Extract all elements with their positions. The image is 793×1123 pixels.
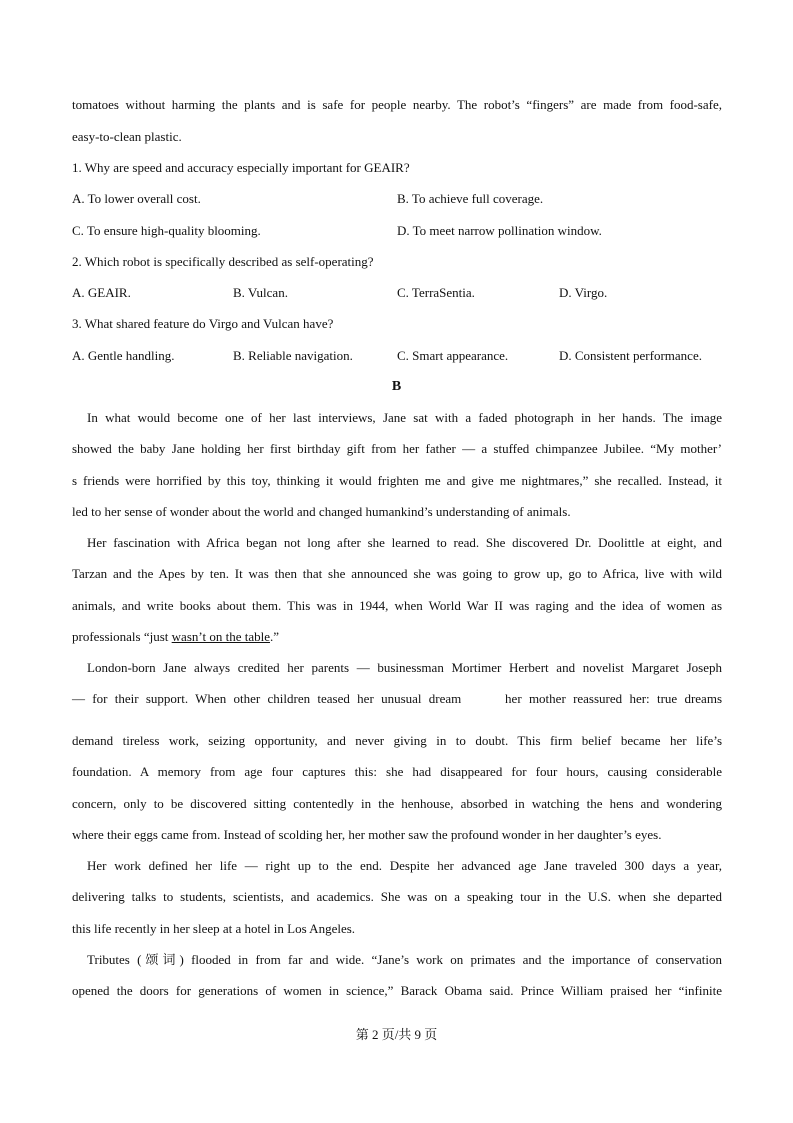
question-1-stem: 1. Why are speed and accuracy especially important for GEAIR? xyxy=(72,160,410,175)
question-1-option-a: A. To lower overall cost. xyxy=(72,191,201,206)
paragraph-5-line: opened the doors for generations of women in science,” Barack Obama said. Prince William praised her “infinite xyxy=(72,983,722,998)
question-1-option-c: C. To ensure high-quality blooming. xyxy=(72,223,261,238)
question-1-option-b: B. To achieve full coverage. xyxy=(397,191,544,206)
paragraph-2-line: Tarzan and the Apes by ten. It was then that she announced she was going to grow up, go to Africa, live with wild xyxy=(72,566,722,581)
paragraph-1-line: led to her sense of wonder about the world and changed humankind’s understanding of animals. xyxy=(72,504,571,519)
paragraph-4-line: delivering talks to students, scientists, and academics. She was on a speaking tour in the U.S. when she departed xyxy=(72,889,722,904)
question-2-option-c: C. TerraSentia. xyxy=(397,285,475,300)
question-3-option-d: D. Consistent performance. xyxy=(559,348,702,363)
paragraph-1-line: s friends were horrified by this toy, thinking it would frighten me and give me nightmares,” she recalled. Instead, it xyxy=(72,473,722,488)
page-number-footer: 第 2 页/共 9 页 xyxy=(355,1027,438,1042)
paragraph-3-line: foundation. A memory from age four captures this: she had disappeared for four hours, causing considerable xyxy=(72,764,722,779)
question-3-option-c: C. Smart appearance. xyxy=(397,348,509,363)
paragraph-1-line: In what would become one of her last interviews, Jane sat with a faded photograph in her hands. The image xyxy=(87,410,722,425)
question-1-option-d: D. To meet narrow pollination window. xyxy=(397,223,602,238)
paragraph-3-line: concern, only to be discovered sitting contentedly in the henhouse, absorbed in watching the hens and wondering xyxy=(72,796,722,811)
paragraph-2-line: Her fascination with Africa began not long after she learned to read. She discovered Dr. Doolittle at eight, and xyxy=(87,535,722,550)
question-2-option-b: B. Vulcan. xyxy=(233,285,288,300)
question-2-stem: 2. Which robot is specifically described as self-operating? xyxy=(72,254,374,269)
passage-a-line: tomatoes without harming the plants and is safe for people nearby. The robot’s “fingers” are made from food-safe, xyxy=(72,97,722,112)
question-3-option-a: A. Gentle handling. xyxy=(72,348,175,363)
paragraph-3-line: London-born Jane always credited her parents — businessman Mortimer Herbert and novelist Margaret Joseph xyxy=(87,660,722,675)
passage-a-line: easy-to-clean plastic. xyxy=(72,129,182,144)
paragraph-5-line: Tributes (颂词) flooded in from far and wide. “Jane’s work on primates and the importance of conservation xyxy=(87,952,722,967)
paragraph-1-line: showed the baby Jane holding her first birthday gift from her father — a stuffed chimpanzee Jubilee. “My mother’ xyxy=(72,441,722,456)
paragraph-3-line: demand tireless work, seizing opportunity, and never giving in to doubt. This firm belief became her life’s xyxy=(72,733,722,748)
paragraph-2-line: animals, and write books about them. This was in 1944, when World War II was raging and the idea of women as xyxy=(72,598,722,613)
question-2-option-d: D. Virgo. xyxy=(559,285,608,300)
paragraph-3-line: where their eggs came from. Instead of scolding her, her mother saw the profound wonder in her daughter’s eyes. xyxy=(72,827,662,842)
question-3-option-b: B. Reliable navigation. xyxy=(233,348,353,363)
paragraph-2-text: professionals “just xyxy=(72,629,172,644)
paragraph-2-line xyxy=(72,629,722,645)
paragraph-4-line: this life recently in her sleep at a hotel in Los Angeles. xyxy=(72,921,356,936)
paragraph-4-line: Her work defined her life — right up to the end. Despite her advanced age Jane traveled 300 days a year, xyxy=(87,858,722,873)
underlined-phrase: wasn’t on the table xyxy=(171,629,270,644)
question-2-option-a: A. GEAIR. xyxy=(72,285,131,300)
paragraph-2-text: .” xyxy=(269,629,280,644)
question-3-stem: 3. What shared feature do Virgo and Vulcan have? xyxy=(72,316,334,331)
section-b-title: B xyxy=(391,379,402,394)
paragraph-3-line: — for their support. When other children teased her unusual dream her mother reassured her: true dreams xyxy=(72,691,722,706)
